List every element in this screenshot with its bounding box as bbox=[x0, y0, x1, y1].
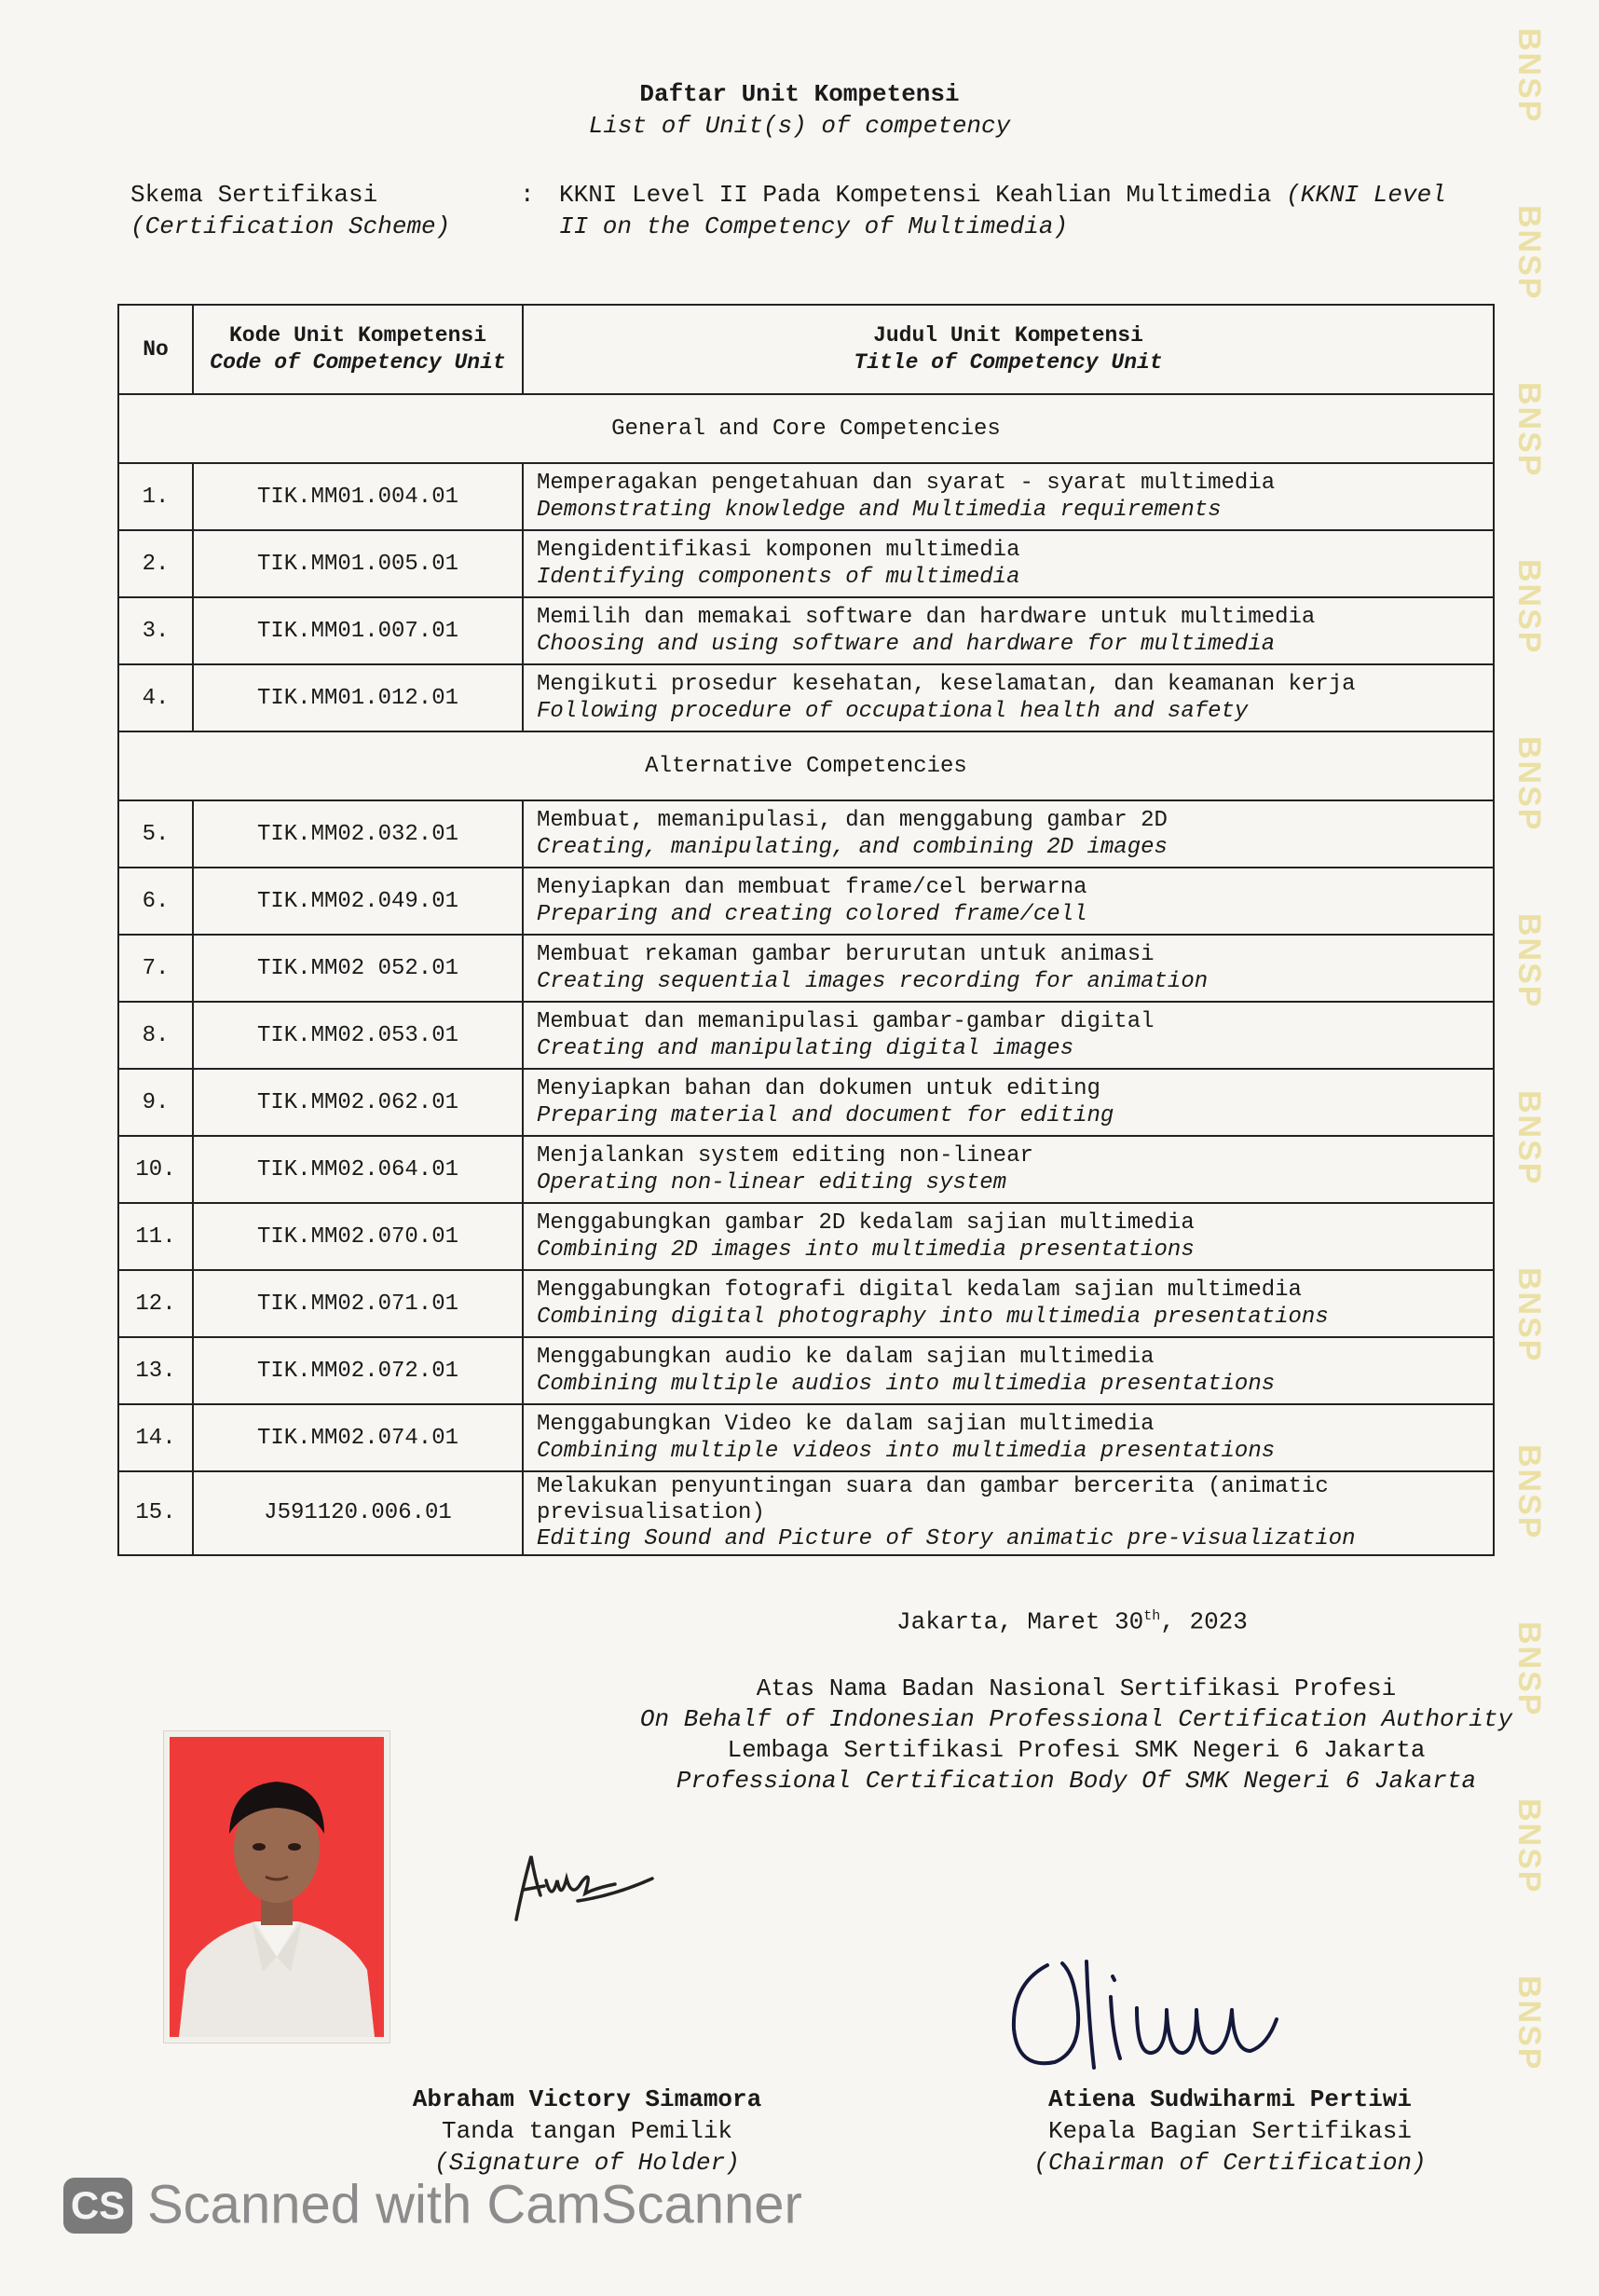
holder-role-en: (Signature of Holder) bbox=[434, 2149, 740, 2177]
table-row bbox=[118, 1203, 1494, 1270]
unit-title bbox=[523, 597, 1494, 664]
chairman-name: Atiena Sudwiharmi Pertiwi bbox=[1047, 2085, 1413, 2113]
unit-title-id: Memilih dan memakai software dan hardware untuk multimedia bbox=[537, 605, 1316, 630]
unit-title bbox=[523, 1404, 1494, 1471]
behalf-id: Atas Nama Badan Nasional Sertifikasi Profesi bbox=[756, 1674, 1397, 1702]
holder-photo bbox=[164, 1731, 390, 2043]
row-number: 3. bbox=[118, 597, 193, 664]
section-alternative bbox=[118, 731, 1494, 800]
header-no: No bbox=[118, 305, 193, 394]
holder-role-id: Tanda tangan Pemilik bbox=[441, 2117, 733, 2145]
unit-title-en: Creating sequential images recording for animation bbox=[537, 969, 1209, 994]
table-row bbox=[118, 868, 1494, 935]
date-suffix: th bbox=[1143, 1608, 1161, 1624]
unit-code: TIK.MM02.053.01 bbox=[193, 1002, 523, 1069]
lsp-en: Professional Certification Body Of SMK Negeri 6 Jakarta bbox=[676, 1767, 1477, 1795]
row-number: 9. bbox=[118, 1069, 193, 1136]
unit-title-id: Mengikuti prosedur kesehatan, keselamatan, dan keamanan kerja bbox=[537, 672, 1356, 697]
unit-title-en: Editing Sound and Picture of Story animatic pre-visualization bbox=[537, 1526, 1356, 1551]
holder-signature-block bbox=[308, 2084, 867, 2179]
unit-title bbox=[523, 800, 1494, 868]
watermark-text: BNSP bbox=[1511, 1975, 1547, 2071]
unit-code: TIK.MM02.070.01 bbox=[193, 1203, 523, 1270]
unit-title-id: Menggabungkan gambar 2D kedalam sajian multimedia bbox=[537, 1210, 1195, 1236]
unit-title bbox=[523, 664, 1494, 731]
unit-title bbox=[523, 1002, 1494, 1069]
unit-code: TIK.MM02 052.01 bbox=[193, 935, 523, 1002]
table-row bbox=[118, 1069, 1494, 1136]
unit-title-id: Menggabungkan audio ke dalam sajian multimedia bbox=[537, 1345, 1155, 1370]
scheme-value-id: KKNI Level II Pada Kompetensi Keahlian Multimedia bbox=[559, 181, 1272, 209]
scheme-colon: : bbox=[520, 181, 535, 209]
camscanner-branding bbox=[63, 2169, 802, 2238]
unit-code: TIK.MM02.062.01 bbox=[193, 1069, 523, 1136]
unit-title bbox=[523, 868, 1494, 935]
unit-code: TIK.MM02.071.01 bbox=[193, 1270, 523, 1337]
row-number: 6. bbox=[118, 868, 193, 935]
table-row bbox=[118, 664, 1494, 731]
unit-title-id: Memperagakan pengetahuan dan syarat - syarat multimedia bbox=[537, 471, 1276, 496]
unit-title-id: Menggabungkan fotografi digital kedalam sajian multimedia bbox=[537, 1278, 1302, 1303]
section-general bbox=[118, 394, 1494, 463]
scheme-label bbox=[130, 179, 450, 242]
section-general-label: General and Core Competencies bbox=[118, 394, 1494, 463]
camscanner-logo-icon: CS bbox=[63, 2178, 132, 2234]
unit-code: J591120.006.01 bbox=[193, 1471, 523, 1555]
unit-title-id: Membuat rekaman gambar berurutan untuk animasi bbox=[537, 942, 1155, 967]
unit-code: TIK.MM02.049.01 bbox=[193, 868, 523, 935]
watermark-text: BNSP bbox=[1511, 382, 1547, 478]
header-code-en: Code of Competency Unit bbox=[210, 350, 506, 375]
unit-title-en: Preparing material and document for editing bbox=[537, 1103, 1114, 1128]
watermark-text: BNSP bbox=[1511, 1444, 1547, 1540]
chairman-signature-icon bbox=[997, 1943, 1332, 2083]
document-title: Daftar Unit Kompetensi bbox=[639, 80, 960, 108]
table-row bbox=[118, 935, 1494, 1002]
table-row bbox=[118, 463, 1494, 530]
watermark-text: BNSP bbox=[1511, 1621, 1547, 1717]
unit-title-id: Menjalankan system editing non-linear bbox=[537, 1143, 1033, 1168]
unit-title bbox=[523, 463, 1494, 530]
watermark-text: BNSP bbox=[1511, 1090, 1547, 1186]
scheme-label-id: Skema Sertifikasi bbox=[130, 181, 378, 209]
header-title-en: Title of Competency Unit bbox=[854, 350, 1163, 375]
unit-title-id: Melakukan penyuntingan suara dan gambar bercerita (animatic previsualisation) bbox=[537, 1474, 1329, 1525]
unit-title-en: Demonstrating knowledge and Multimedia requirements bbox=[537, 498, 1222, 523]
behalf-en: On Behalf of Indonesian Professional Certification Authority bbox=[639, 1705, 1513, 1733]
document-header bbox=[0, 78, 1599, 142]
header-code bbox=[193, 305, 523, 394]
scheme-value bbox=[559, 179, 1463, 242]
row-number: 15. bbox=[118, 1471, 193, 1555]
header-title-id: Judul Unit Kompetensi bbox=[873, 323, 1143, 348]
table-row bbox=[118, 1136, 1494, 1203]
unit-title-en: Combining multiple audios into multimedia presentations bbox=[537, 1372, 1276, 1397]
table-row bbox=[118, 1471, 1494, 1555]
table-row bbox=[118, 530, 1494, 597]
unit-title-en: Creating, manipulating, and combining 2D images bbox=[537, 835, 1168, 860]
unit-code: TIK.MM02.064.01 bbox=[193, 1136, 523, 1203]
unit-title-en: Choosing and using software and hardware for multimedia bbox=[537, 632, 1276, 657]
unit-title bbox=[523, 1471, 1494, 1555]
watermark-text: BNSP bbox=[1511, 1267, 1547, 1363]
unit-title-id: Menyiapkan bahan dan dokumen untuk editing bbox=[537, 1076, 1100, 1101]
chairman-role-en: (Chairman of Certification) bbox=[1033, 2149, 1427, 2177]
table-row bbox=[118, 1404, 1494, 1471]
watermark-text: BNSP bbox=[1511, 736, 1547, 832]
competency-table bbox=[117, 304, 1495, 1556]
unit-title bbox=[523, 1270, 1494, 1337]
row-number: 14. bbox=[118, 1404, 193, 1471]
unit-title bbox=[523, 1069, 1494, 1136]
watermark-text: BNSP bbox=[1511, 559, 1547, 655]
unit-code: TIK.MM02.074.01 bbox=[193, 1404, 523, 1471]
row-number: 7. bbox=[118, 935, 193, 1002]
watermark-text: BNSP bbox=[1511, 205, 1547, 301]
unit-code: TIK.MM02.072.01 bbox=[193, 1337, 523, 1404]
unit-code: TIK.MM02.032.01 bbox=[193, 800, 523, 868]
place-date: Jakarta, Maret 30th, 2023 bbox=[896, 1607, 1248, 1636]
unit-title bbox=[523, 1337, 1494, 1404]
row-number: 11. bbox=[118, 1203, 193, 1270]
unit-title-id: Membuat dan memanipulasi gambar-gambar digital bbox=[537, 1009, 1155, 1034]
unit-title-en: Combining 2D images into multimedia presentations bbox=[537, 1237, 1195, 1263]
unit-title-en: Preparing and creating colored frame/cell bbox=[537, 902, 1087, 927]
watermark-text: BNSP bbox=[1511, 28, 1547, 124]
document-subtitle: List of Unit(s) of competency bbox=[588, 112, 1011, 140]
row-number: 1. bbox=[118, 463, 193, 530]
unit-title-en: Identifying components of multimedia bbox=[537, 565, 1020, 590]
row-number: 5. bbox=[118, 800, 193, 868]
table-row bbox=[118, 1002, 1494, 1069]
watermark-text: BNSP bbox=[1511, 913, 1547, 1009]
scheme-value-en: (KKNI Level II on the Competency of Multimedia) bbox=[559, 181, 1446, 240]
table-row bbox=[118, 1270, 1494, 1337]
unit-title-en: Following procedure of occupational health and safety bbox=[537, 699, 1249, 724]
unit-title bbox=[523, 935, 1494, 1002]
table-row bbox=[118, 800, 1494, 868]
row-number: 4. bbox=[118, 664, 193, 731]
unit-title-en: Combining multiple videos into multimedia presentations bbox=[537, 1439, 1276, 1464]
unit-title-en: Combining digital photography into multimedia presentations bbox=[537, 1305, 1329, 1330]
unit-code: TIK.MM01.004.01 bbox=[193, 463, 523, 530]
row-number: 13. bbox=[118, 1337, 193, 1404]
unit-title-id: Menyiapkan dan membuat frame/cel berwarna bbox=[537, 875, 1087, 900]
unit-code: TIK.MM01.012.01 bbox=[193, 664, 523, 731]
watermark-text: BNSP bbox=[1511, 1798, 1547, 1894]
unit-title bbox=[523, 1203, 1494, 1270]
table-body bbox=[118, 394, 1494, 1555]
section-alternative-label: Alternative Competencies bbox=[118, 731, 1494, 800]
unit-code: TIK.MM01.005.01 bbox=[193, 530, 523, 597]
holder-name: Abraham Victory Simamora bbox=[412, 2085, 762, 2113]
unit-title-en: Operating non-linear editing system bbox=[537, 1170, 1007, 1196]
header-title bbox=[523, 305, 1494, 394]
unit-title bbox=[523, 1136, 1494, 1203]
unit-title-id: Mengidentifikasi komponen multimedia bbox=[537, 538, 1020, 563]
table-row bbox=[118, 1337, 1494, 1404]
row-number: 8. bbox=[118, 1002, 193, 1069]
holder-signature-icon bbox=[503, 1845, 671, 1929]
lsp-id: Lembaga Sertifikasi Profesi SMK Negeri 6 Jakarta bbox=[727, 1736, 1426, 1764]
person-portrait-icon bbox=[170, 1737, 384, 2037]
unit-title bbox=[523, 530, 1494, 597]
scheme-label-en: (Certification Scheme) bbox=[130, 212, 451, 240]
camscanner-text: Scanned with CamScanner bbox=[147, 2174, 802, 2235]
row-number: 10. bbox=[118, 1136, 193, 1203]
table-row bbox=[118, 597, 1494, 664]
issuer-block bbox=[634, 1674, 1519, 1797]
table-header-row bbox=[118, 305, 1494, 394]
chairman-signature-block bbox=[932, 2084, 1528, 2179]
unit-title-id: Menggabungkan Video ke dalam sajian multimedia bbox=[537, 1412, 1155, 1437]
header-code-id: Kode Unit Kompetensi bbox=[228, 323, 487, 348]
row-number: 2. bbox=[118, 530, 193, 597]
chairman-role-id: Kepala Bagian Sertifikasi bbox=[1047, 2117, 1413, 2145]
unit-title-id: Membuat, memanipulasi, dan menggabung gambar 2D bbox=[537, 808, 1168, 833]
unit-code: TIK.MM01.007.01 bbox=[193, 597, 523, 664]
row-number: 12. bbox=[118, 1270, 193, 1337]
unit-title-en: Creating and manipulating digital images bbox=[537, 1036, 1074, 1061]
